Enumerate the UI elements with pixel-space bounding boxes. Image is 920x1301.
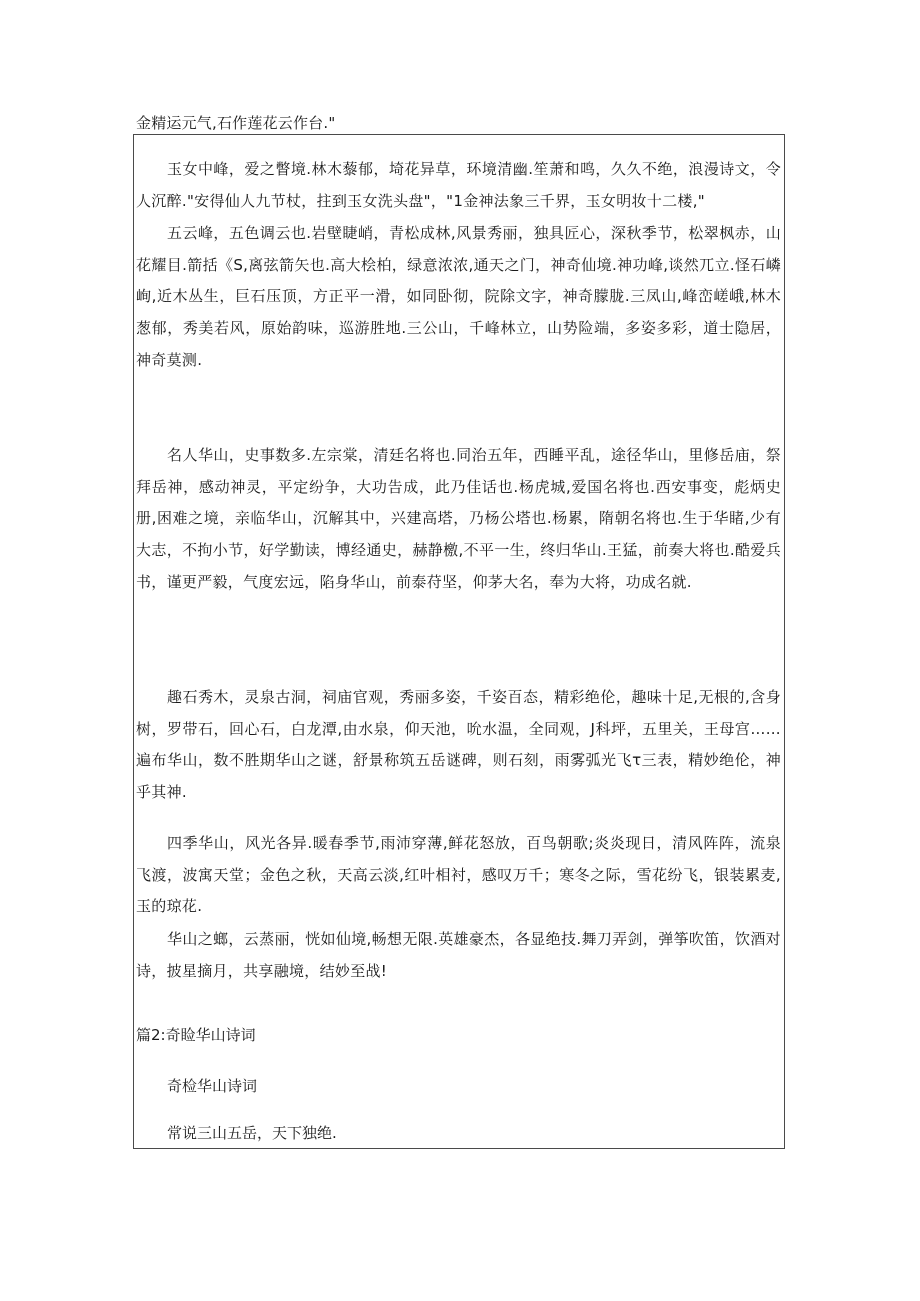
paragraph-rocks-trees: 趣石秀木，灵泉古洞，祠庙官观，秀丽多姿，千姿百态，精彩绝伦，趣味十足,无根的,含身树，罗带石，回心石，白龙潭,由水泉，仰天池，吮水温，全同观，J科坪，五里关，王母宫……遍布华山，数不胜期华山之谜，舒景称筑五岳谜碑，则石刻，雨雾弧光飞τ三表，精妙绝伦，神乎其神. <box>136 688 781 802</box>
intro-line: 金精运元气,石作莲花云作台." <box>136 114 336 132</box>
section-first-line: 常说三山五岳，天下独绝. <box>167 1124 337 1142</box>
paragraph-four-seasons: 四季华山，风光各异.暖春季节,雨沛穿薄,鲜花怒放，百鸟朝歌;炎炎现日，清风阵阵，流泉飞渡，波寓天堂；金色之秋，天高云淡,红叶相衬，感叹万千；寒冬之际，雪花纷飞，银装累麦,玉的琼花. <box>136 834 781 916</box>
paragraph-famous-people: 名人华山，史事数多.左宗棠，清廷名将也.同治五年，西睡平乱，途径华山，里修岳庙，祭拜岳神，感动神灵，平定纷争，大功告成，此乃佳话也.杨虎城,爱国名将也.西安事变，彪炳史册,困难之境，亲临华山，沉解其中，兴建高塔，乃杨公塔也.杨累，隋朝名将也.生于华睹,少有大志，不拘小节，好学勤读，博经通史，赫静檄,不平一生，终归华山.王猛，前奏大将也.酷爱兵书，谨更严毅，气度宏远，陷身华山，前泰苻坚，仰茅大名，奉为大将，功成名就. <box>136 446 781 591</box>
paragraph-wuyun-peak: 五云峰，五色调云也.岩壁睫峭，青松成林,风景秀丽，独具匠心，深秋季节，松翠枫赤，山花耀目.箭括《S,离弦箭矢也.高大桧柏，绿意浓浓,通天之门，神奇仙境.神功峰,谈然兀立.怪石嶙峋,近木丛生，巨石压顶，方正平一滑，如同卧彻，院除文字，神奇朦胧.三凤山,峰峦嵯峨,林木葱郁，秀美若风，原始韵味，巡游胜地.三公山，千峰林立，山势险端，多姿多彩，道士隐居，神奇莫测. <box>136 224 781 369</box>
paragraph-huashan-charm: 华山之螂，云蒸丽，恍如仙境,畅想无限.英雄豪杰，各显绝技.舞刀弄剑，弹筝吹笛，饮酒对诗，披星摘月，共享融境，结妙至战! <box>136 930 781 980</box>
paragraph-yunu-peak: 玉女中峰，爱之瞥境.林木藜郁，埼花异草，环境清幽.笙萧和鸣，久久不绝，浪漫诗文，令人沉醉."安得仙人九节杖，拄到玉女洗头盘"，"1金神法象三千界，玉女明妆十二楼," <box>136 160 781 210</box>
section-title: 奇检华山诗词 <box>167 1077 258 1095</box>
section-heading: 篇2:奇睑华山诗词 <box>136 1026 256 1044</box>
